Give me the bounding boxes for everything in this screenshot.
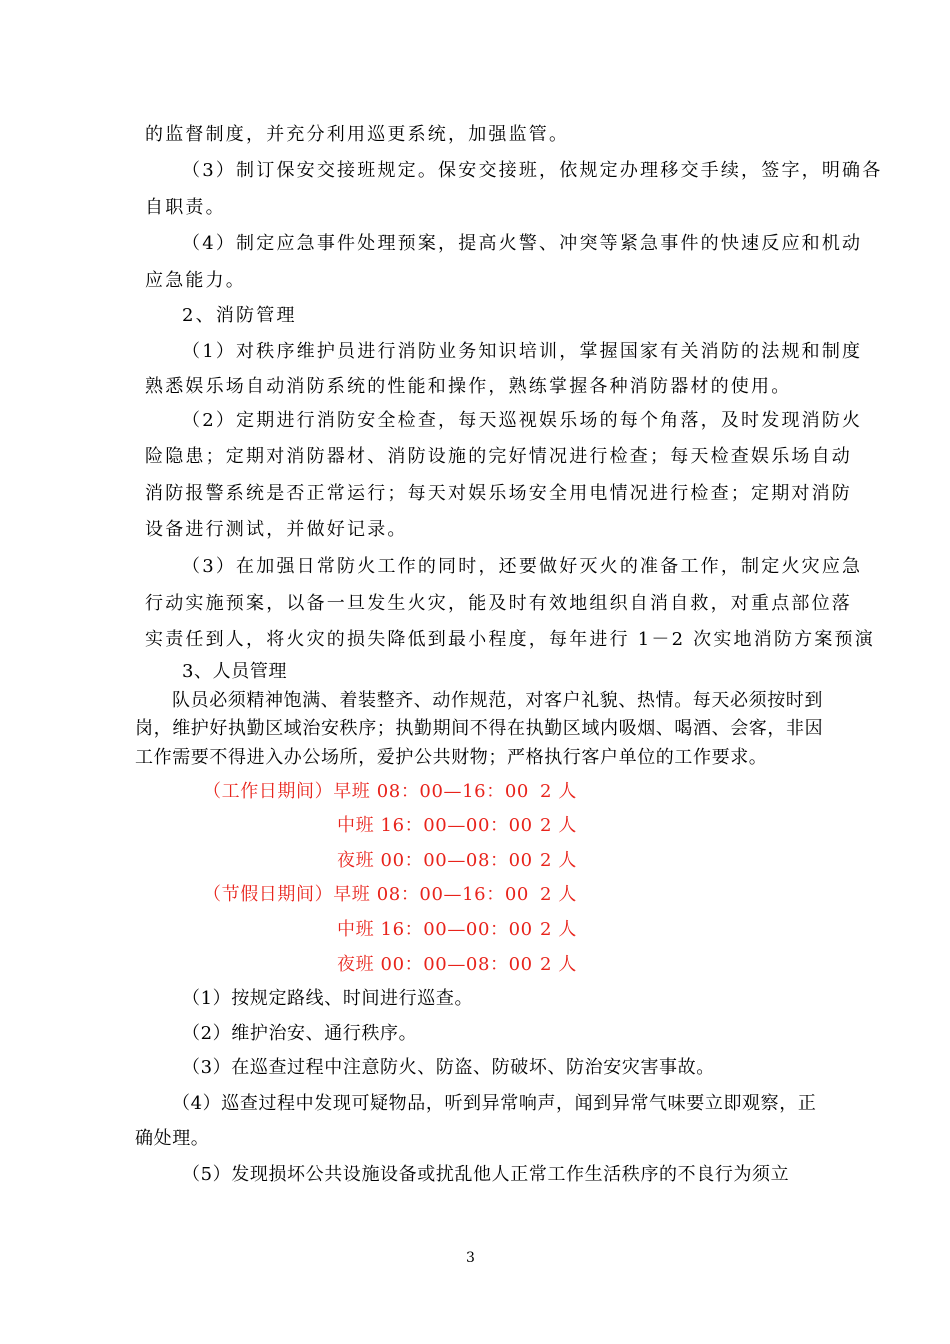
section-heading: 3、人员管理 [182, 661, 288, 682]
section-heading: 2、消防管理 [182, 305, 297, 326]
rule-item: （2）维护治安、通行秩序。 [182, 1023, 418, 1044]
paragraph-line: 设备进行测试，并做好记录。 [145, 519, 408, 540]
paragraph-line: （1）对秩序维护员进行消防业务知识培训，掌握国家有关消防的法规和制度 [182, 341, 863, 362]
staff-count: 2 人 [540, 781, 577, 802]
shift-time: 中班 16：00—00：00 [337, 815, 533, 836]
paragraph-line: 险隐患；定期对消防器材、消防设施的完好情况进行检查；每天检查娱乐场自动 [145, 446, 852, 467]
rule-item: （5）发现损坏公共设施设备或扰乱他人正常工作生活秩序的不良行为须立 [182, 1164, 790, 1185]
paragraph-line: （2）定期进行消防安全检查，每天巡视娱乐场的每个角落，及时发现消防火 [182, 410, 863, 431]
paragraph-line: 熟悉娱乐场自动消防系统的性能和操作，熟练掌握各种消防器材的使用。 [145, 376, 792, 397]
rule-item: （4）巡查过程中发现可疑物品，听到异常响声，闻到异常气味要立即观察，正 [172, 1093, 817, 1114]
shift-time: （工作日期间）早班 08：00—16：00 [203, 781, 529, 802]
paragraph-line: 工作需要不得进入办公场所，爱护公共财物；严格执行客户单位的工作要求。 [135, 747, 768, 768]
paragraph-line: 应急能力。 [145, 270, 246, 291]
staff-count: 2 人 [540, 884, 577, 905]
page-number: 3 [466, 1250, 475, 1266]
paragraph-line: 实责任到人，将火灾的损失降低到最小程度，每年进行 1－2 次实地消防方案预演 [145, 629, 875, 650]
paragraph-line: （3）制订保安交接班规定。保安交接班，依规定办理移交手续，签字，明确各 [182, 160, 883, 181]
paragraph-line: （3）在加强日常防火工作的同时，还要做好灭火的准备工作，制定火灾应急 [182, 556, 863, 577]
staff-count: 2 人 [540, 954, 577, 975]
shift-time: 夜班 00：00—08：00 [337, 954, 533, 975]
staff-count: 2 人 [540, 815, 577, 836]
rule-item: （3）在巡查过程中注意防火、防盗、防破坏、防治安灾害事故。 [182, 1057, 715, 1078]
shift-time: 中班 16：00—00：00 [337, 919, 533, 940]
paragraph-line: 消防报警系统是否正常运行；每天对娱乐场安全用电情况进行检查；定期对消防 [145, 483, 852, 504]
paragraph-line: 行动实施预案，以备一旦发生火灾，能及时有效地组织自消自救，对重点部位落 [145, 593, 852, 614]
shift-time: 夜班 00：00—08：00 [337, 850, 533, 871]
shift-time: （节假日期间）早班 08：00—16：00 [203, 884, 529, 905]
paragraph-line: 队员必须精神饱满、着装整齐、动作规范，对客户礼貌、热情。每天必须按时到 [172, 690, 823, 711]
staff-count: 2 人 [540, 919, 577, 940]
rule-item: （1）按规定路线、时间进行巡查。 [182, 988, 474, 1009]
paragraph-line: 的监督制度，并充分利用巡更系统，加强监管。 [145, 124, 570, 145]
paragraph-line: 自职责。 [145, 197, 226, 218]
staff-count: 2 人 [540, 850, 577, 871]
paragraph-line: （4）制定应急事件处理预案，提高火警、冲突等紧急事件的快速反应和机动 [182, 233, 863, 254]
rule-item: 确处理。 [135, 1128, 210, 1149]
paragraph-line: 岗，维护好执勤区域治安秩序；执勤期间不得在执勤区域内吸烟、喝酒、会客，非因 [135, 718, 824, 739]
